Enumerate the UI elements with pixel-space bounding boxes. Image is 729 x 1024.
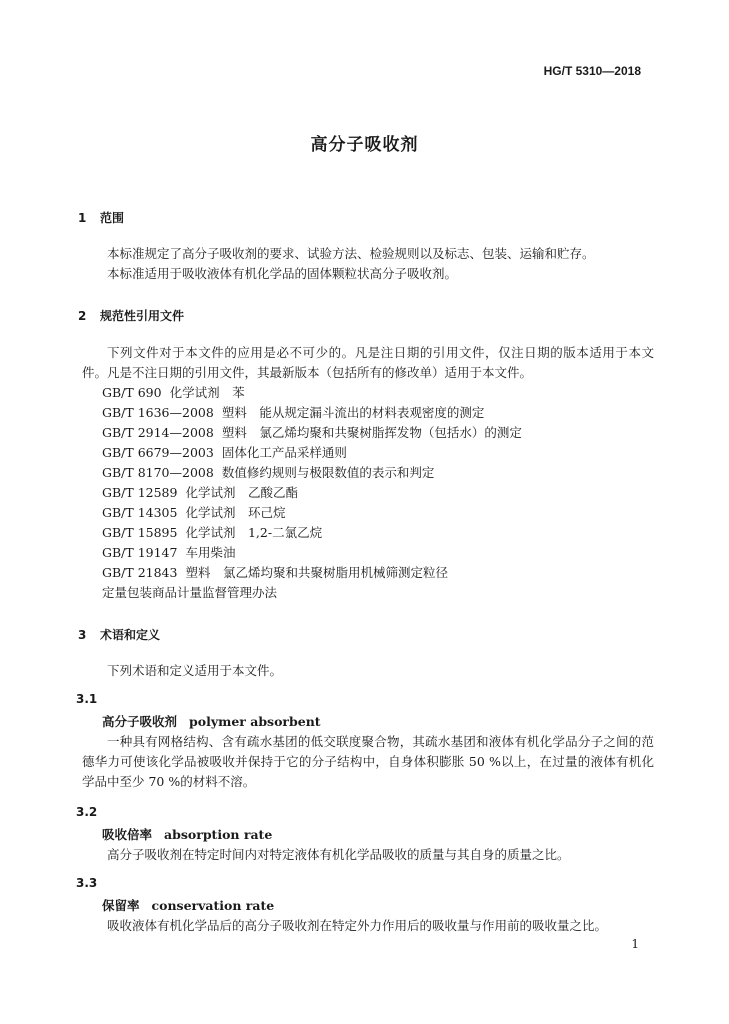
reference-title: 化学试剂 1,2-二氯乙烷 <box>185 525 323 540</box>
reference-item <box>102 463 434 483</box>
reference-code: GB/T 2914—2008 <box>102 425 214 440</box>
reference-title: 固体化工产品采样通则 <box>221 445 347 460</box>
reference-item <box>102 543 235 563</box>
term-number: 3.2 <box>76 805 98 819</box>
section-title: 规范性引用文件 <box>100 309 185 323</box>
reference-title: 化学试剂 乙酸乙酯 <box>185 485 298 500</box>
section-3-intro: 下列术语和定义适用于本文件。 <box>107 663 283 678</box>
reference-title: 塑料 氯乙烯均聚和共聚树脂用机械筛测定粒径 <box>185 565 448 580</box>
reference-code: GB/T 8170—2008 <box>102 465 214 480</box>
reference-code: GB/T 19147 <box>102 545 178 560</box>
reference-code: GB/T 690 <box>102 385 162 400</box>
term-definition: 一种具有网格结构、含有疏水基团的低交联度聚合物，其疏水基团和液体有机化学品分子之间的范德华力可使该化学品被吸收并保持于它的分子结构中，自身体积膨胀 50 %以上，在过量的液体有机化学品中至少 70 %的材料不溶。 <box>82 734 654 789</box>
section-1-paragraph-1: 本标准规定了高分子吸收剂的要求、试验方法、检验规则以及标志、包装、运输和贮存。 <box>107 246 595 261</box>
reference-title: 数值修约规则与极限数值的表示和判定 <box>221 465 435 480</box>
reference-code: GB/T 15895 <box>102 525 178 540</box>
section-title: 术语和定义 <box>100 628 161 642</box>
reference-item <box>102 483 298 503</box>
term-zh: 吸收倍率 <box>102 827 153 842</box>
reference-code: GB/T 14305 <box>102 505 178 520</box>
standard-code: HG/T 5310—2018 <box>543 64 641 78</box>
reference-title: 车用柴油 <box>185 545 236 560</box>
term-heading <box>102 896 274 916</box>
reference-item <box>102 503 285 523</box>
term-heading <box>102 712 321 732</box>
term-definition: 高分子吸收剂在特定时间内对特定液体有机化学品吸收的质量与其自身的质量之比。 <box>107 847 570 862</box>
term-zh: 高分子吸收剂 <box>102 714 178 729</box>
section-2-heading <box>78 307 184 324</box>
reference-item <box>102 423 522 443</box>
section-number: 2 <box>78 309 87 323</box>
term-en: conservation rate <box>151 898 275 913</box>
reference-title: 化学试剂 苯 <box>169 385 245 400</box>
reference-code: GB/T 12589 <box>102 485 178 500</box>
section-title: 范围 <box>100 211 125 225</box>
section-1-paragraph-2: 本标准适用于吸收液体有机化学品的固体颗粒状高分子吸收剂。 <box>107 266 458 281</box>
reference-item <box>102 523 322 543</box>
reference-item <box>102 563 448 583</box>
reference-code: GB/T 1636—2008 <box>102 405 214 420</box>
term-number: 3.3 <box>76 876 98 890</box>
term-number: 3.1 <box>76 692 98 706</box>
section-1-heading <box>78 209 124 226</box>
page-number: 1 <box>631 937 639 951</box>
term-en: polymer absorbent <box>189 714 321 729</box>
document-title: 高分子吸收剂 <box>310 135 419 155</box>
section-number: 3 <box>78 628 87 642</box>
section-number: 1 <box>78 211 87 225</box>
reference-code: GB/T 6679—2003 <box>102 445 214 460</box>
section-3-heading <box>78 626 160 643</box>
reference-extra: 定量包装商品计量监督管理办法 <box>102 585 278 600</box>
reference-code: GB/T 21843 <box>102 565 178 580</box>
section-2-intro: 下列文件对于本文件的应用是必不可少的。凡是注日期的引用文件，仅注日期的版本适用于本文件。凡是不注日期的引用文件，其最新版本（包括所有的修改单）适用于本文件。 <box>82 345 654 380</box>
term-zh: 保留率 <box>102 898 140 913</box>
term-heading <box>102 825 272 845</box>
reference-title: 化学试剂 环己烷 <box>185 505 286 520</box>
reference-title: 塑料 能从规定漏斗流出的材料表观密度的测定 <box>221 405 485 420</box>
reference-title: 塑料 氯乙烯均聚和共聚树脂挥发物（包括水）的测定 <box>221 425 522 440</box>
term-definition: 吸收液体有机化学品后的高分子吸收剂在特定外力作用后的吸收量与作用前的吸收量之比。 <box>107 918 608 933</box>
reference-item <box>102 383 245 403</box>
reference-item <box>102 403 484 423</box>
reference-item <box>102 443 347 463</box>
term-en: absorption rate <box>164 827 273 842</box>
